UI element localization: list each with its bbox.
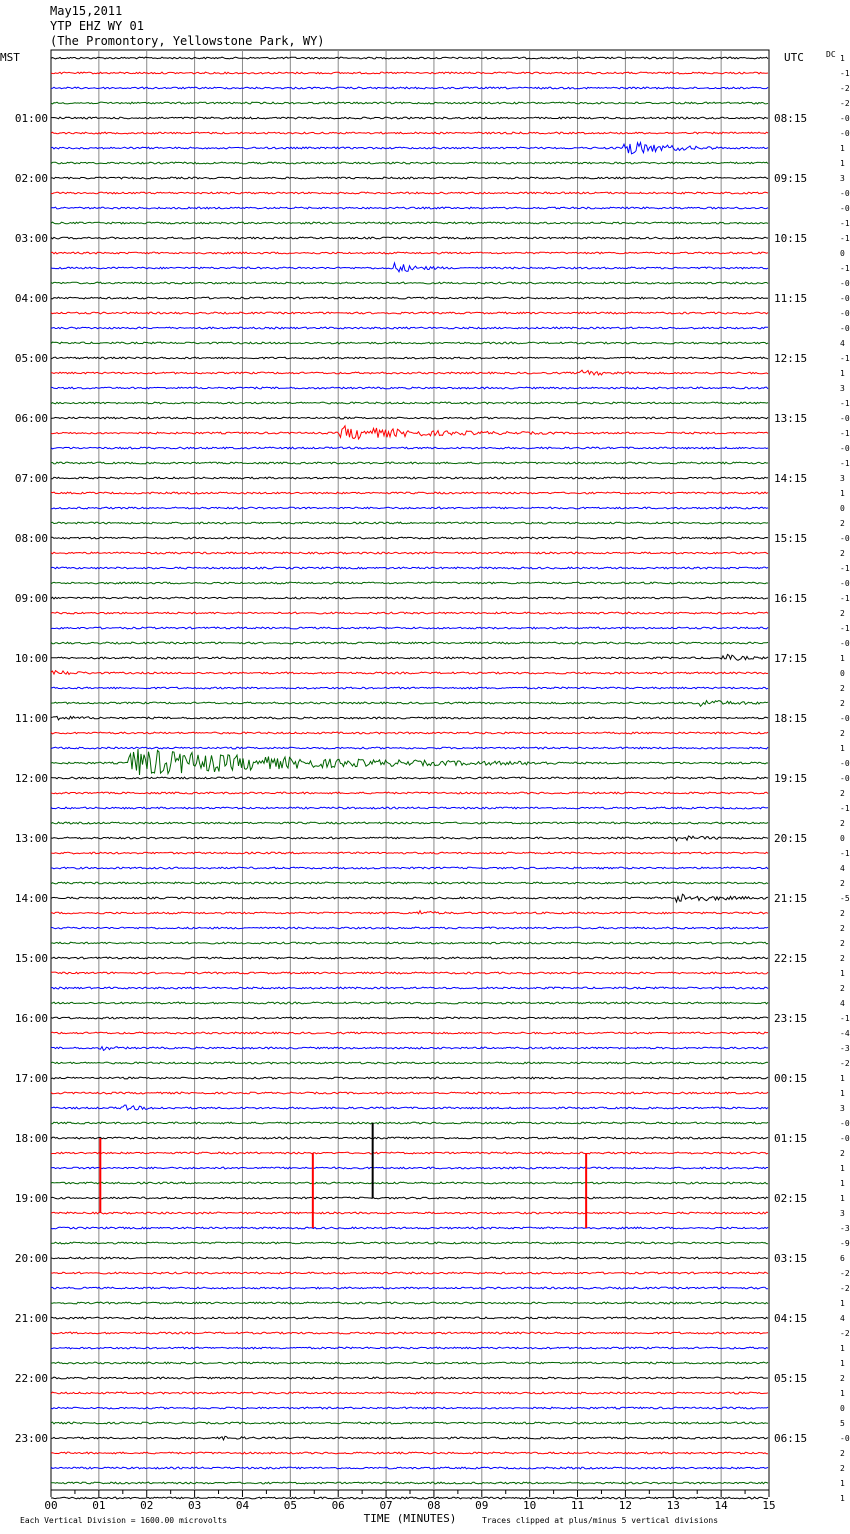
dc-offset-label: 2 [840,1149,845,1158]
dc-offset-label: 2 [840,729,845,738]
dc-offset-label: 2 [840,609,845,618]
dc-offset-label: -0 [840,114,850,123]
dc-offset-label: -1 [840,459,850,468]
mst-hour-label: 05:00 [14,352,48,365]
mst-hour-label: 23:00 [14,1432,48,1445]
seismic-trace [51,327,768,329]
mst-hour-label: 11:00 [14,712,48,725]
header-station: YTP EHZ WY 01 [50,19,144,33]
dc-offset-label: 1 [840,1164,845,1173]
dc-offset-label: -0 [840,129,850,138]
dc-offset-label: 1 [840,744,845,753]
seismic-trace [51,867,768,869]
utc-hour-label: 12:15 [774,352,808,365]
seismic-trace [51,701,768,707]
dc-offset-label: 2 [840,1374,845,1383]
dc-offset-label: -0 [840,714,850,723]
seismic-trace [51,357,768,359]
dc-offset-label: -2 [840,84,850,93]
seismic-trace [51,370,768,375]
seismic-trace [51,1452,768,1454]
dc-offset-label: 6 [840,1254,845,1263]
dc-offset-label: 2 [840,699,845,708]
seismic-trace [51,342,768,344]
seismic-trace [51,792,768,794]
x-tick-label: 13 [666,1499,680,1512]
dc-offset-label: 3 [840,174,845,183]
seismic-trace [51,777,768,779]
seismic-trace [51,852,768,854]
dc-offset-label: -1 [840,849,850,858]
dc-offset-label: 1 [840,1074,845,1083]
dc-offset-label: -0 [840,534,850,543]
dc-offset-label: 1 [840,54,845,63]
seismic-trace [51,143,768,154]
seismic-trace [51,477,768,479]
seismic-trace [51,507,768,509]
seismic-trace [51,1017,768,1019]
seismic-trace [51,252,768,254]
dc-offset-label: 2 [840,954,845,963]
mst-hour-label: 15:00 [14,952,48,965]
seismic-trace [51,222,768,224]
seismic-trace [51,1137,768,1139]
header-date: May15,2011 [50,4,123,18]
dc-offset-label: -1 [840,594,850,603]
dc-offset-label: 0 [840,504,845,513]
seismic-trace [51,567,768,569]
utc-hour-label: 13:15 [774,412,808,425]
dc-offset-label: -2 [840,1269,850,1278]
seismic-trace [51,297,768,299]
mst-hour-label: 01:00 [14,112,48,125]
dc-offset-label: -2 [840,1329,850,1338]
utc-hour-label: 20:15 [774,832,808,845]
mst-hour-label: 09:00 [14,592,48,605]
seismic-trace [51,72,768,74]
dc-offset-label: 1 [840,1089,845,1098]
dc-offset-label: 1 [840,369,845,378]
seismic-trace [51,1197,768,1199]
dc-offset-label: 2 [840,1464,845,1473]
dc-offset-label: 4 [840,339,845,348]
seismic-trace [51,552,768,554]
dc-offset-label: -3 [840,1224,850,1233]
x-tick-label: 08 [427,1499,441,1512]
utc-hour-label: 17:15 [774,652,808,665]
utc-hour-label: 22:15 [774,952,808,965]
header-location: (The Promontory, Yellowstone Park, WY) [50,34,325,48]
seismic-trace [51,1212,768,1214]
utc-hour-label: 23:15 [774,1012,808,1025]
dc-offset-label: -4 [840,1029,850,1038]
dc-offset-label: 2 [840,684,845,693]
seismic-trace [51,942,768,944]
seismic-trace [51,1257,768,1259]
dc-offset-label: 1 [840,1299,845,1308]
dc-offset-label: -1 [840,354,850,363]
mst-hour-label: 17:00 [14,1072,48,1085]
dc-offset-label: 2 [840,939,845,948]
mst-hour-label: 18:00 [14,1132,48,1145]
dc-offset-label: -0 [840,1134,850,1143]
mst-hour-label: 14:00 [14,892,48,905]
utc-hour-label: 02:15 [774,1192,808,1205]
seismic-trace [51,102,768,104]
seismic-trace [51,1077,768,1079]
dc-offset-label: 0 [840,669,845,678]
mst-hour-label: 02:00 [14,172,48,185]
seismic-trace [51,192,768,194]
utc-hour-label: 11:15 [774,292,808,305]
seismic-trace [51,597,768,599]
seismic-trace [51,807,768,809]
dc-offset-label: -2 [840,1059,850,1068]
utc-hour-label: 04:15 [774,1312,808,1325]
x-tick-label: 10 [523,1499,537,1512]
x-tick-label: 00 [44,1499,58,1512]
dc-offset-label: 1 [840,1179,845,1188]
utc-hour-label: 03:15 [774,1252,808,1265]
seismic-trace [51,1436,768,1440]
seismic-trace [51,1317,768,1319]
utc-hour-label: 06:15 [774,1432,808,1445]
dc-offset-label: -0 [840,324,850,333]
seismic-trace [51,387,768,389]
dc-offset-label: -1 [840,264,850,273]
seismic-trace [51,1467,768,1469]
seismic-trace [51,1287,768,1289]
dc-offset-label: 1 [840,144,845,153]
dc-offset-label: -1 [840,219,850,228]
dc-offset-label: 5 [840,1419,845,1428]
x-tick-label: 05 [283,1499,297,1512]
dc-offset-label: 1 [840,1479,845,1488]
seismic-trace [51,654,768,660]
x-tick-label: 12 [618,1499,633,1512]
seismic-trace [51,462,768,464]
seismic-trace [51,1092,768,1094]
dc-offset-label: -1 [840,234,850,243]
dc-offset-label: 2 [840,879,845,888]
dc-offset-label: -0 [840,414,850,423]
mst-hour-label: 03:00 [14,232,48,245]
dc-offset-label: 3 [840,1209,845,1218]
seismic-trace [51,312,768,314]
dc-offset-label: -9 [840,1239,850,1248]
dc-offset-label: 1 [840,1389,845,1398]
utc-hour-label: 14:15 [774,472,808,485]
dc-offset-label: 1 [840,1194,845,1203]
seismic-trace [51,1062,768,1064]
x-tick-label: 14 [714,1499,728,1512]
vertical-division-note: Each Vertical Division = 1600.00 microvolts [20,1516,228,1525]
seismic-trace [51,972,768,974]
seismic-trace [51,426,768,439]
utc-hour-label: 15:15 [774,532,808,545]
x-tick-label: 01 [92,1499,106,1512]
seismic-trace [51,987,768,989]
seismic-trace [51,716,768,720]
seismic-trace [51,822,768,824]
dc-offset-label: -1 [840,69,850,78]
dc-offset-label: -1 [840,399,850,408]
dc-offset-label: 2 [840,519,845,528]
seismic-trace [51,1122,768,1124]
mst-hour-label: 16:00 [14,1012,48,1025]
seismic-trace [51,732,768,734]
seismic-trace [51,237,768,239]
dc-offset-label: 2 [840,1449,845,1458]
seismic-trace [51,1272,768,1274]
seismic-trace [51,1377,768,1379]
dc-axis-label: DC [826,50,836,59]
seismic-trace [51,263,768,272]
dc-offset-label: 2 [840,789,845,798]
dc-offset-label: -0 [840,279,850,288]
dc-offset-label: 3 [840,1104,845,1113]
seismic-trace [51,1152,768,1154]
seismic-trace [51,1497,768,1499]
x-tick-label: 11 [570,1499,585,1512]
clipping-note: Traces clipped at plus/minus 5 vertical divisions [482,1516,719,1525]
seismic-trace [51,1362,768,1364]
dc-offset-label: -0 [840,309,850,318]
utc-hour-label: 19:15 [774,772,808,785]
dc-offset-label: 1 [840,489,845,498]
dc-offset-label: 4 [840,864,845,873]
seismic-trace [51,1347,768,1349]
seismic-trace [51,612,768,614]
seismic-trace [51,911,768,914]
mst-hour-label: 12:00 [14,772,48,785]
x-tick-label: 02 [140,1499,154,1512]
dc-offset-label: -2 [840,99,850,108]
dc-offset-label: -0 [840,204,850,213]
seismic-trace [51,687,768,689]
seismic-trace [51,957,768,959]
dc-offset-label: -1 [840,1014,850,1023]
dc-offset-label: -0 [840,189,850,198]
dc-offset-label: -1 [840,804,850,813]
seismic-trace [51,417,768,419]
seismic-trace [51,1002,768,1004]
dc-offset-label: -3 [840,1044,850,1053]
x-tick-label: 09 [475,1499,489,1512]
dc-offset-label: 2 [840,984,845,993]
dc-offset-label: 2 [840,549,845,558]
seismic-trace [51,1302,768,1304]
utc-hour-label: 00:15 [774,1072,808,1085]
dc-offset-label: -1 [840,429,850,438]
dc-offset-label: -0 [840,639,850,648]
dc-offset-label: 1 [840,654,845,663]
seismic-trace [51,57,768,59]
mst-hour-label: 06:00 [14,412,48,425]
dc-offset-label: 3 [840,384,845,393]
mst-hour-label: 20:00 [14,1252,48,1265]
x-tick-label: 07 [379,1499,393,1512]
seismic-trace [51,492,768,494]
mst-hour-label: 04:00 [14,292,48,305]
seismic-trace [51,1242,768,1244]
dc-offset-label: 0 [840,834,845,843]
seismic-trace [51,1047,768,1051]
dc-offset-label: -1 [840,624,850,633]
utc-hour-label: 21:15 [774,892,808,905]
x-tick-label: 06 [331,1499,345,1512]
seismic-trace [51,1227,768,1229]
mst-hour-label: 07:00 [14,472,48,485]
seismic-trace [51,87,768,89]
mst-hour-label: 21:00 [14,1312,48,1325]
dc-offset-label: -0 [840,1434,850,1443]
seismic-trace [51,1482,768,1484]
seismic-trace [51,1182,768,1184]
dc-offset-label: 2 [840,924,845,933]
seismic-trace [51,582,768,584]
dc-offset-label: -0 [840,774,850,783]
dc-offset-label: -0 [840,759,850,768]
dc-offset-label: 1 [840,969,845,978]
seismic-trace [51,1392,768,1394]
seismic-trace [51,402,768,404]
mst-hour-label: 19:00 [14,1192,48,1205]
dc-offset-label: -0 [840,579,850,588]
seismic-trace [51,749,768,775]
dc-offset-label: -0 [840,1119,850,1128]
utc-hour-label: 10:15 [774,232,808,245]
dc-offset-label: 1 [840,1494,845,1503]
seismic-trace [51,282,768,284]
dc-offset-label: 0 [840,1404,845,1413]
dc-offset-label: 2 [840,909,845,918]
mst-axis-label: MST [0,51,20,64]
utc-hour-label: 05:15 [774,1372,808,1385]
seismic-trace [51,642,768,644]
seismic-trace [51,836,768,841]
dc-offset-label: -2 [840,1284,850,1293]
dc-offset-label: 0 [840,249,845,258]
dc-offset-label: 4 [840,1314,845,1323]
utc-hour-label: 09:15 [774,172,808,185]
x-tick-label: 04 [235,1499,250,1512]
seismic-trace [51,671,768,675]
seismic-trace [51,927,768,929]
x-tick-label: 15 [762,1499,776,1512]
utc-axis-label: UTC [784,51,804,64]
x-tick-label: 03 [187,1499,202,1512]
seismic-trace [51,1332,768,1334]
dc-offset-label: 1 [840,1344,845,1353]
seismic-trace [51,882,768,884]
seismic-trace [51,1167,768,1169]
mst-hour-label: 10:00 [14,652,48,665]
seismic-trace [51,117,768,119]
dc-offset-label: 1 [840,1359,845,1368]
dc-offset-label: -0 [840,294,850,303]
seismic-trace [51,132,768,134]
utc-hour-label: 18:15 [774,712,808,725]
mst-hour-label: 08:00 [14,532,48,545]
dc-offset-label: 3 [840,474,845,483]
dc-offset-label: 2 [840,819,845,828]
seismic-trace [51,747,768,749]
dc-offset-label: 4 [840,999,845,1008]
mst-hour-label: 13:00 [14,832,48,845]
utc-hour-label: 01:15 [774,1132,808,1145]
dc-offset-label: -5 [840,894,850,903]
seismic-trace [51,162,768,164]
mst-hour-label: 22:00 [14,1372,48,1385]
seismic-trace [51,177,768,179]
utc-hour-label: 16:15 [774,592,808,605]
utc-hour-label: 08:15 [774,112,808,125]
seismic-trace [51,894,768,902]
seismic-trace [51,447,768,449]
seismic-trace [51,207,768,209]
seismic-trace [51,1422,768,1424]
seismic-trace [51,1032,768,1034]
seismic-trace [51,1105,768,1110]
seismic-trace [51,522,768,524]
dc-offset-label: -1 [840,564,850,573]
dc-offset-label: -0 [840,444,850,453]
dc-offset-label: 1 [840,159,845,168]
seismic-trace [51,627,768,629]
x-axis-label: TIME (MINUTES) [363,1512,457,1525]
seismic-trace [51,1407,768,1409]
seismic-trace [51,537,768,539]
